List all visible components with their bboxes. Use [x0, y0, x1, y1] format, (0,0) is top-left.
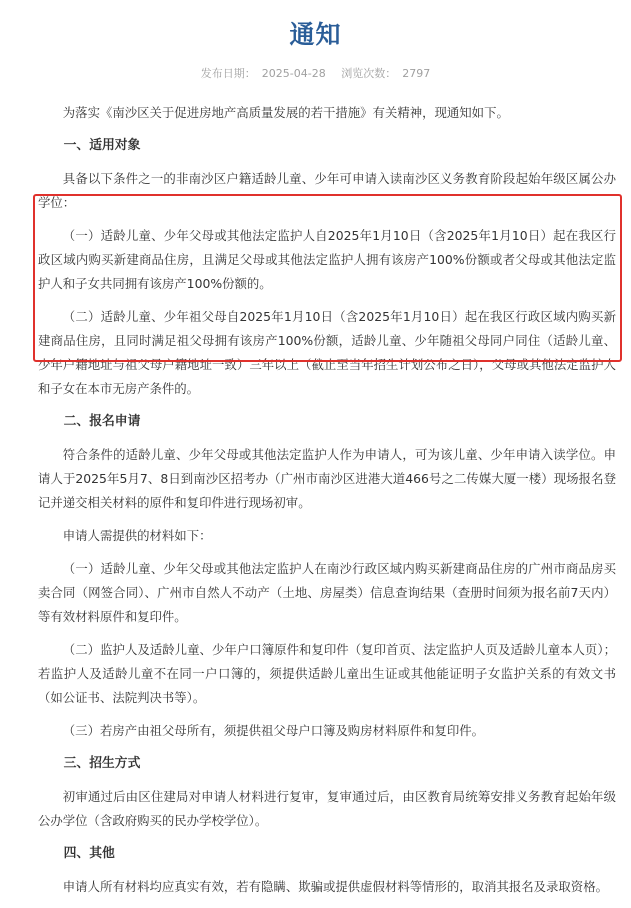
- section-4-paragraph: 申请人所有材料均应真实有效，若有隐瞒、欺骗或提供虚假材料等情形的，取消其报名及录取资格。: [62, 879, 608, 894]
- section-4-heading: 四、其他: [63, 846, 115, 861]
- intro-paragraph: 为落实《南沙区关于促进房地产高质量发展的若干措施》有关精神，现通知如下。: [62, 105, 509, 120]
- page-title: 通知: [289, 20, 342, 49]
- section-2-paragraph: 符合条件的适龄儿童、少年父母或其他法定监护人作为申请人，可为该儿童、少年申请入读学位。申请人于2025年5月7、8日到南沙区招考办（广州市南沙区进港大道466号之二传媒大厦一楼）现场报名登记并递交相关材料的原件和复印件进行现场初审。: [38, 447, 616, 510]
- material-item-2: （二）监护人及适龄儿童、少年户口簿原件和复印件（复印首页、法定监护人页及适龄儿童本人页）；若监护人及适龄儿童不在同一户口簿的，须提供适龄儿童出生证或其他能证明子女监护关系的有效文书（如公证书、法院判决书等）。: [38, 642, 616, 705]
- publish-date-label: 发布日期：: [200, 67, 256, 80]
- section-1-lead: 具备以下条件之一的非南沙区户籍适龄儿童、少年可申请入读南沙区义务教育阶段起始年级区属公办学位：: [38, 171, 616, 210]
- view-count-field: [338, 67, 433, 80]
- view-count-label: 浏览次数：: [341, 67, 397, 80]
- section-2-heading: 二、报名申请: [63, 414, 141, 429]
- section-3-heading: 三、招生方式: [63, 756, 141, 771]
- material-item-1: （一）适龄儿童、少年父母或其他法定监护人在南沙行政区域内购买新建商品住房的广州市商品房买卖合同（网签合同）、广州市自然人不动产（土地、房屋类）信息查询结果（查册时间须为报名前7天内）等有效材料原件和复印件。: [38, 561, 616, 624]
- article-meta: [0, 66, 631, 82]
- section-3-paragraph: 初审通过后由区住建局对申请人材料进行复审，复审通过后，由区教育局统筹安排义务教育起始年级公办学位（含政府购买的民办学校学位）。: [38, 789, 616, 828]
- section-1-heading: 一、适用对象: [63, 138, 141, 153]
- view-count-value: 2797: [402, 67, 431, 80]
- publish-date-field: [198, 67, 329, 80]
- materials-lead: 申请人需提供的材料如下：: [62, 528, 212, 543]
- section-1-item-1: （一）适龄儿童、少年父母或其他法定监护人自2025年1月10日（含2025年1月10日）起在我区行政区域内购买新建商品住房，且满足父母或其他法定监护人拥有该房产100%份额或者父母或其他法定监护人和子女共同拥有该房产100%份额的。: [38, 228, 616, 291]
- publish-date-value: 2025-04-28: [261, 67, 326, 80]
- section-1-item-2: （二）适龄儿童、少年祖父母自2025年1月10日（含2025年1月10日）起在我区行政区域内购买新建商品住房，且同时满足祖父母拥有该房产100%份额，适龄儿童、少年随祖父母同户同住（适龄儿童、少年户籍地址与祖父母户籍地址一致）三年以上（截止至当年招生计划公布之日），父母或其他法定监护人和子女在本市无房产条件的。: [38, 309, 616, 396]
- material-item-3: （三）若房产由祖父母所有，须提供祖父母户口簿及购房材料原件和复印件。: [62, 723, 485, 738]
- article-body: [38, 101, 616, 908]
